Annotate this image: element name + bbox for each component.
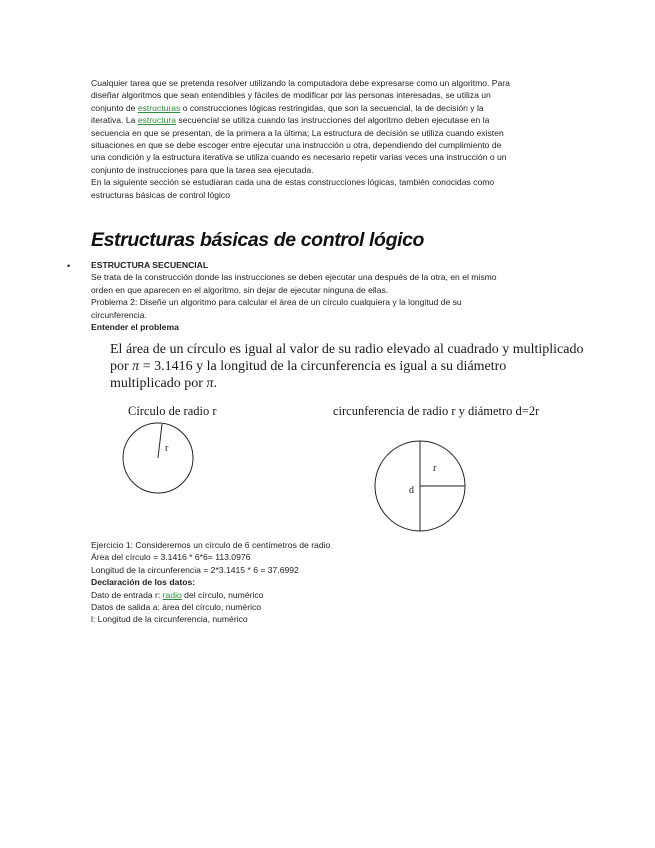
radio-link[interactable]: radio xyxy=(162,589,182,600)
intro-line: conjunto de instrucciones para que la tarea sea ejecutada. xyxy=(91,164,314,175)
ejercicio-line: Longitud de la circunferencia = 2*3.1415 * 6 = 37.6992 xyxy=(91,564,299,575)
secuencial-line: Se trata de la construcción donde las instrucciones se deben ejecutar una después de la otra, en el mismo xyxy=(91,272,497,283)
secuencial-title: ESTRUCTURA SECUENCIAL xyxy=(91,260,209,270)
intro-line: una condición y la estructura iterativa se utiliza cuando es necesario repetir varias veces una instrucción o un xyxy=(91,152,507,163)
intro-line: situaciones en que se debe escoger entre ejecutar una instrucción u otra, dependiendo del cumplimiento de xyxy=(91,140,502,151)
intro-line: estructuras básicas de control lógico xyxy=(91,189,231,200)
intro-line: diseñar algoritmos que sean entendibles y fáciles de modificar por las personas interesadas, se utiliza un xyxy=(91,90,491,101)
diameter-label: d xyxy=(409,485,414,496)
formula-text: . xyxy=(213,376,217,391)
intro-line: secuencia en que se presentan, de la primera a la última; La estructura de decisión se utiliza cuando existen xyxy=(91,127,504,138)
entrada-line xyxy=(91,589,569,601)
intro-line xyxy=(91,102,569,114)
formula-text: = 3.1416 xyxy=(139,359,193,374)
salida-line: l: Longitud de la circunferencia, numérico xyxy=(91,614,248,625)
intro-text: conjunto de xyxy=(91,102,138,113)
intro-line xyxy=(91,114,569,126)
bullet-icon: • xyxy=(67,261,71,271)
intro-paragraph xyxy=(91,77,569,201)
circumference-diagram xyxy=(370,436,470,536)
formula-text: multiplicado por xyxy=(110,376,207,391)
right-figure-caption: circunferencia de radio r y diámetro d=2r xyxy=(333,404,540,418)
estructuras-link[interactable]: estructuras xyxy=(137,102,181,113)
secuencial-section xyxy=(91,259,569,333)
entender-heading: Entender el problema xyxy=(91,322,179,333)
intro-text: o construcciones lógicas restringidas, que son la secuencial, la de decisión y la xyxy=(180,102,484,113)
formula-line xyxy=(110,358,570,375)
salida-line: Datos de salida a: área del círculo, numérico xyxy=(91,602,262,613)
intro-line: Cualquier tarea que se pretenda resolver utilizando la computadora debe expresarse como un algoritmo. Para xyxy=(91,78,510,88)
radius-label: r xyxy=(165,443,169,454)
problema-line: circunferencia. xyxy=(91,309,147,320)
secuencial-line: orden en que aparecen en el algoritmo, sin dejar de ejecutar ninguna de ellas. xyxy=(91,284,389,295)
entrada-text: Dato de entrada r: xyxy=(91,589,163,600)
radius-label: r xyxy=(433,463,437,474)
formula-text: por xyxy=(110,359,133,374)
ejercicio-line: Ejercicio 1: Consideremos un círculo de 6 centímetros de radio xyxy=(91,540,331,550)
ejercicio-line: Área del círculo = 3.1416 * 6*6= 113.0976 xyxy=(91,552,251,563)
entrada-text: del círculo, numérico xyxy=(181,589,264,600)
ejercicio-section xyxy=(91,539,569,626)
radius-line xyxy=(158,424,162,458)
intro-text: secuencial se utiliza cuando las instrucciones del algoritmo deben ejecutase en la xyxy=(176,115,490,126)
problema-line: Problema 2: Diseñe un algoritmo para calcular el área de un círculo cualquiera y la longitud de su xyxy=(91,297,462,308)
intro-line: En la siguiente sección se estudiaran cada una de estas construcciones lógicas, también conocidas como xyxy=(91,177,495,188)
declaracion-heading: Declaración de los datos: xyxy=(91,577,196,588)
formula-line: El área de un círculo es igual al valor de su radio elevado al cuadrado y multiplicado xyxy=(110,342,584,357)
pi-symbol: π xyxy=(206,376,214,391)
left-figure-caption: Círculo de radio r xyxy=(128,404,217,418)
formula-block xyxy=(110,341,584,392)
estructura-link[interactable]: estructura xyxy=(137,115,177,126)
formula-line xyxy=(110,375,570,392)
section-heading: Estructuras básicas de control lógico xyxy=(91,229,425,251)
intro-text: iterativa. La xyxy=(91,115,138,126)
formula-text: y la longitud de la circunferencia es igual a su diámetro xyxy=(192,359,507,374)
pi-symbol: π xyxy=(132,359,140,374)
circle-radius-diagram xyxy=(118,418,202,502)
